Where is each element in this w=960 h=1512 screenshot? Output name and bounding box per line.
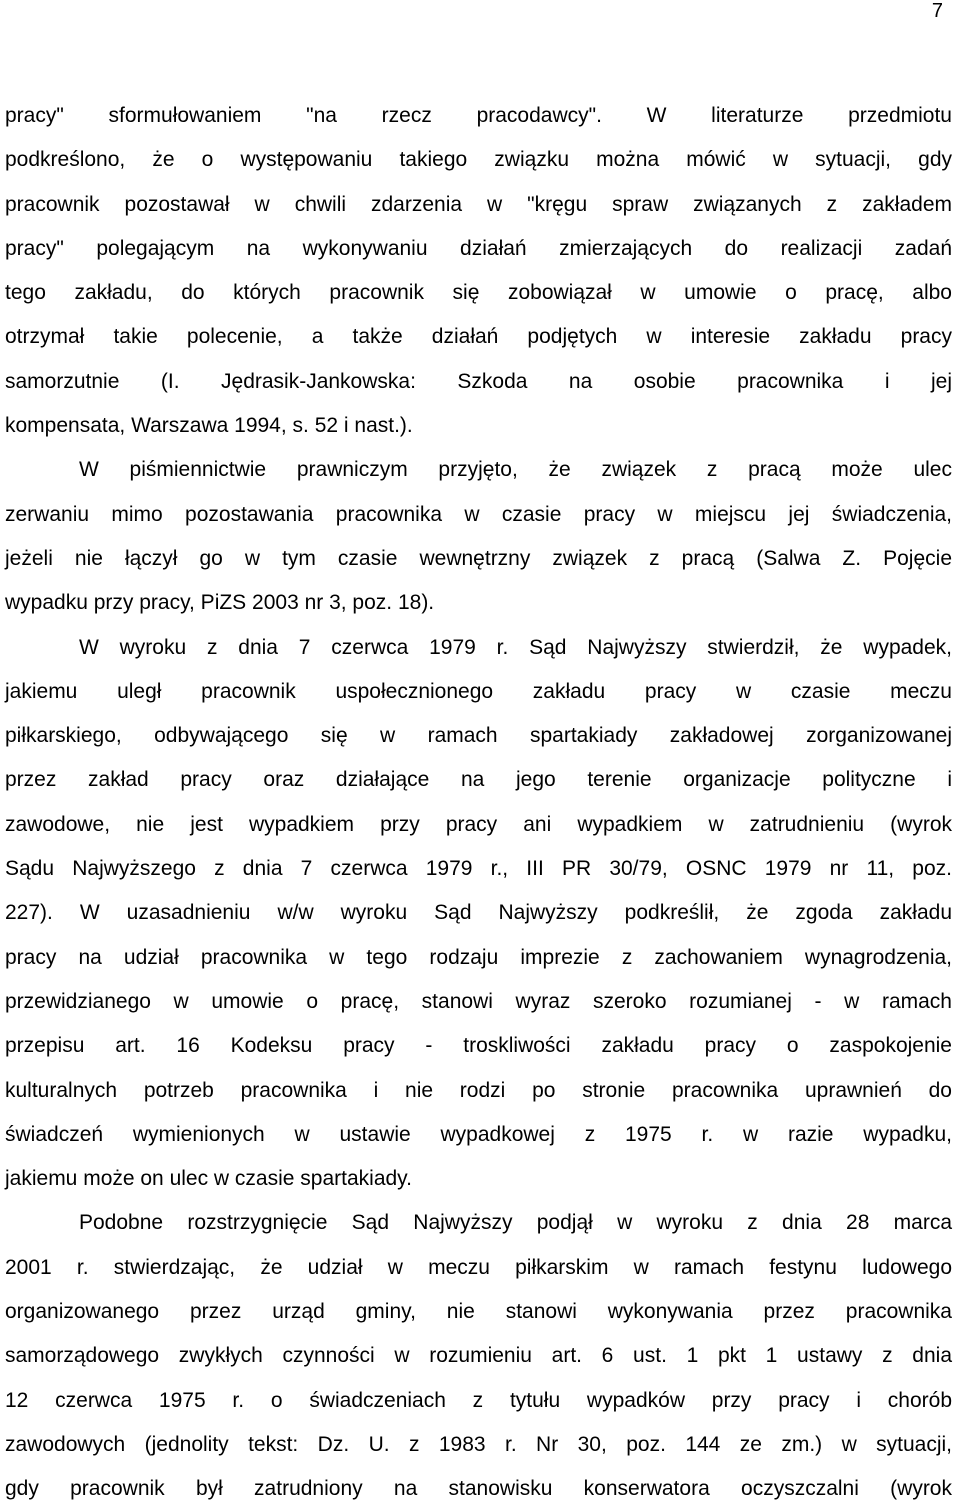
text-line: świadczeń wymienionych w ustawie wypadkowej z 1975 r. w razie wypadku, xyxy=(5,1122,952,1146)
text-line: organizowanego przez urząd gminy, nie stanowi wykonywania przez pracownika xyxy=(5,1300,952,1324)
text-line: przepisu art. 16 Kodeksu pracy - troskliwości zakładu pracy o zaspokojenie xyxy=(5,1034,952,1058)
paragraph-first-line: Podobne rozstrzygnięcie Sąd Najwyższy podjął w wyroku z dnia 28 marca xyxy=(79,1211,952,1235)
text-line: pracy" sformułowaniem "na rzecz pracodawcy". W literaturze przedmiotu xyxy=(5,104,952,127)
text-line: przez zakład pracy oraz działające na jego terenie organizacje polityczne i xyxy=(5,768,952,792)
text-line: pracy" polegającym na wykonywaniu działań zmierzających do realizacji zadań xyxy=(5,236,952,260)
text-line: podkreślono, że o występowaniu takiego związku można mówić w sytuacji, gdy xyxy=(5,148,952,172)
page-number: 7 xyxy=(931,0,943,22)
text-line: 227). W uzasadnieniu w/w wyroku Sąd Najwyższy podkreślił, że zgoda zakładu xyxy=(5,901,952,925)
text-line: zawodowe, nie jest wypadkiem przy pracy ani wypadkiem w zatrudnieniu (wyrok xyxy=(5,812,952,836)
text-line: jakiemu może on ulec w czasie spartakiady. xyxy=(5,1167,412,1191)
text-line: pracownik pozostawał w chwili zdarzenia w "kręgu spraw związanych z zakładem xyxy=(5,192,952,216)
text-line: wypadku przy pracy, PiZS 2003 nr 3, poz. 18). xyxy=(5,591,435,615)
document-body xyxy=(5,94,952,1512)
text-line: Sądu Najwyższego z dnia 7 czerwca 1979 r., III PR 30/79, OSNC 1979 nr 11, poz. xyxy=(5,857,952,881)
paragraph-first-line: W wyroku z dnia 7 czerwca 1979 r. Sąd Najwyższy stwierdził, że wypadek, xyxy=(79,635,952,659)
text-line: samorzutnie (I. Jędrasik-Jankowska: Szkoda na osobie pracownika i jej xyxy=(5,369,952,393)
text-line: 12 czerwca 1975 r. o świadczeniach z tytułu wypadków przy pracy i chorób xyxy=(5,1388,952,1412)
text-line: samorządowego zwykłych czynności w rozumieniu art. 6 ust. 1 pkt 1 ustawy z dnia xyxy=(5,1344,952,1368)
text-line: piłkarskiego, odbywającego się w ramach spartakiady zakładowej zorganizowanej xyxy=(5,724,952,748)
text-line: otrzymał takie polecenie, a także działań podjętych w interesie zakładu pracy xyxy=(5,325,952,349)
text-line: 2001 r. stwierdzając, że udział w meczu piłkarskim w ramach festynu ludowego xyxy=(5,1255,952,1279)
paragraph-first-line: W piśmiennictwie prawniczym przyjęto, że związek z pracą może ulec xyxy=(79,458,952,482)
text-line: gdy pracownik był zatrudniony na stanowisku konserwatora oczyszczalni (wyrok xyxy=(5,1477,952,1501)
text-line: kompensata, Warszawa 1994, s. 52 i nast.). xyxy=(5,414,413,438)
text-line: tego zakładu, do których pracownik się zobowiązał w umowie o pracę, albo xyxy=(5,281,952,305)
text-line: jeżeli nie łączył go w tym czasie wewnętrzny związek z pracą (Salwa Z. Pojęcie xyxy=(5,546,952,570)
text-line: jakiemu uległ pracownik uspołecznionego zakładu pracy w czasie meczu xyxy=(5,679,952,703)
text-line: pracy na udział pracownika w tego rodzaju imprezie z zachowaniem wynagrodzenia, xyxy=(5,945,952,969)
text-line: kulturalnych potrzeb pracownika i nie rodzi po stronie pracownika uprawnień do xyxy=(5,1078,952,1102)
text-line: zerwaniu mimo pozostawania pracownika w czasie pracy w miejscu jej świadczenia, xyxy=(5,502,952,526)
text-line: zawodowych (jednolity tekst: Dz. U. z 1983 r. Nr 30, poz. 144 ze zm.) w sytuacji, xyxy=(5,1432,952,1456)
text-line: przewidzianego w umowie o pracę, stanowi wyraz szeroko rozumianej - w ramach xyxy=(5,989,952,1013)
